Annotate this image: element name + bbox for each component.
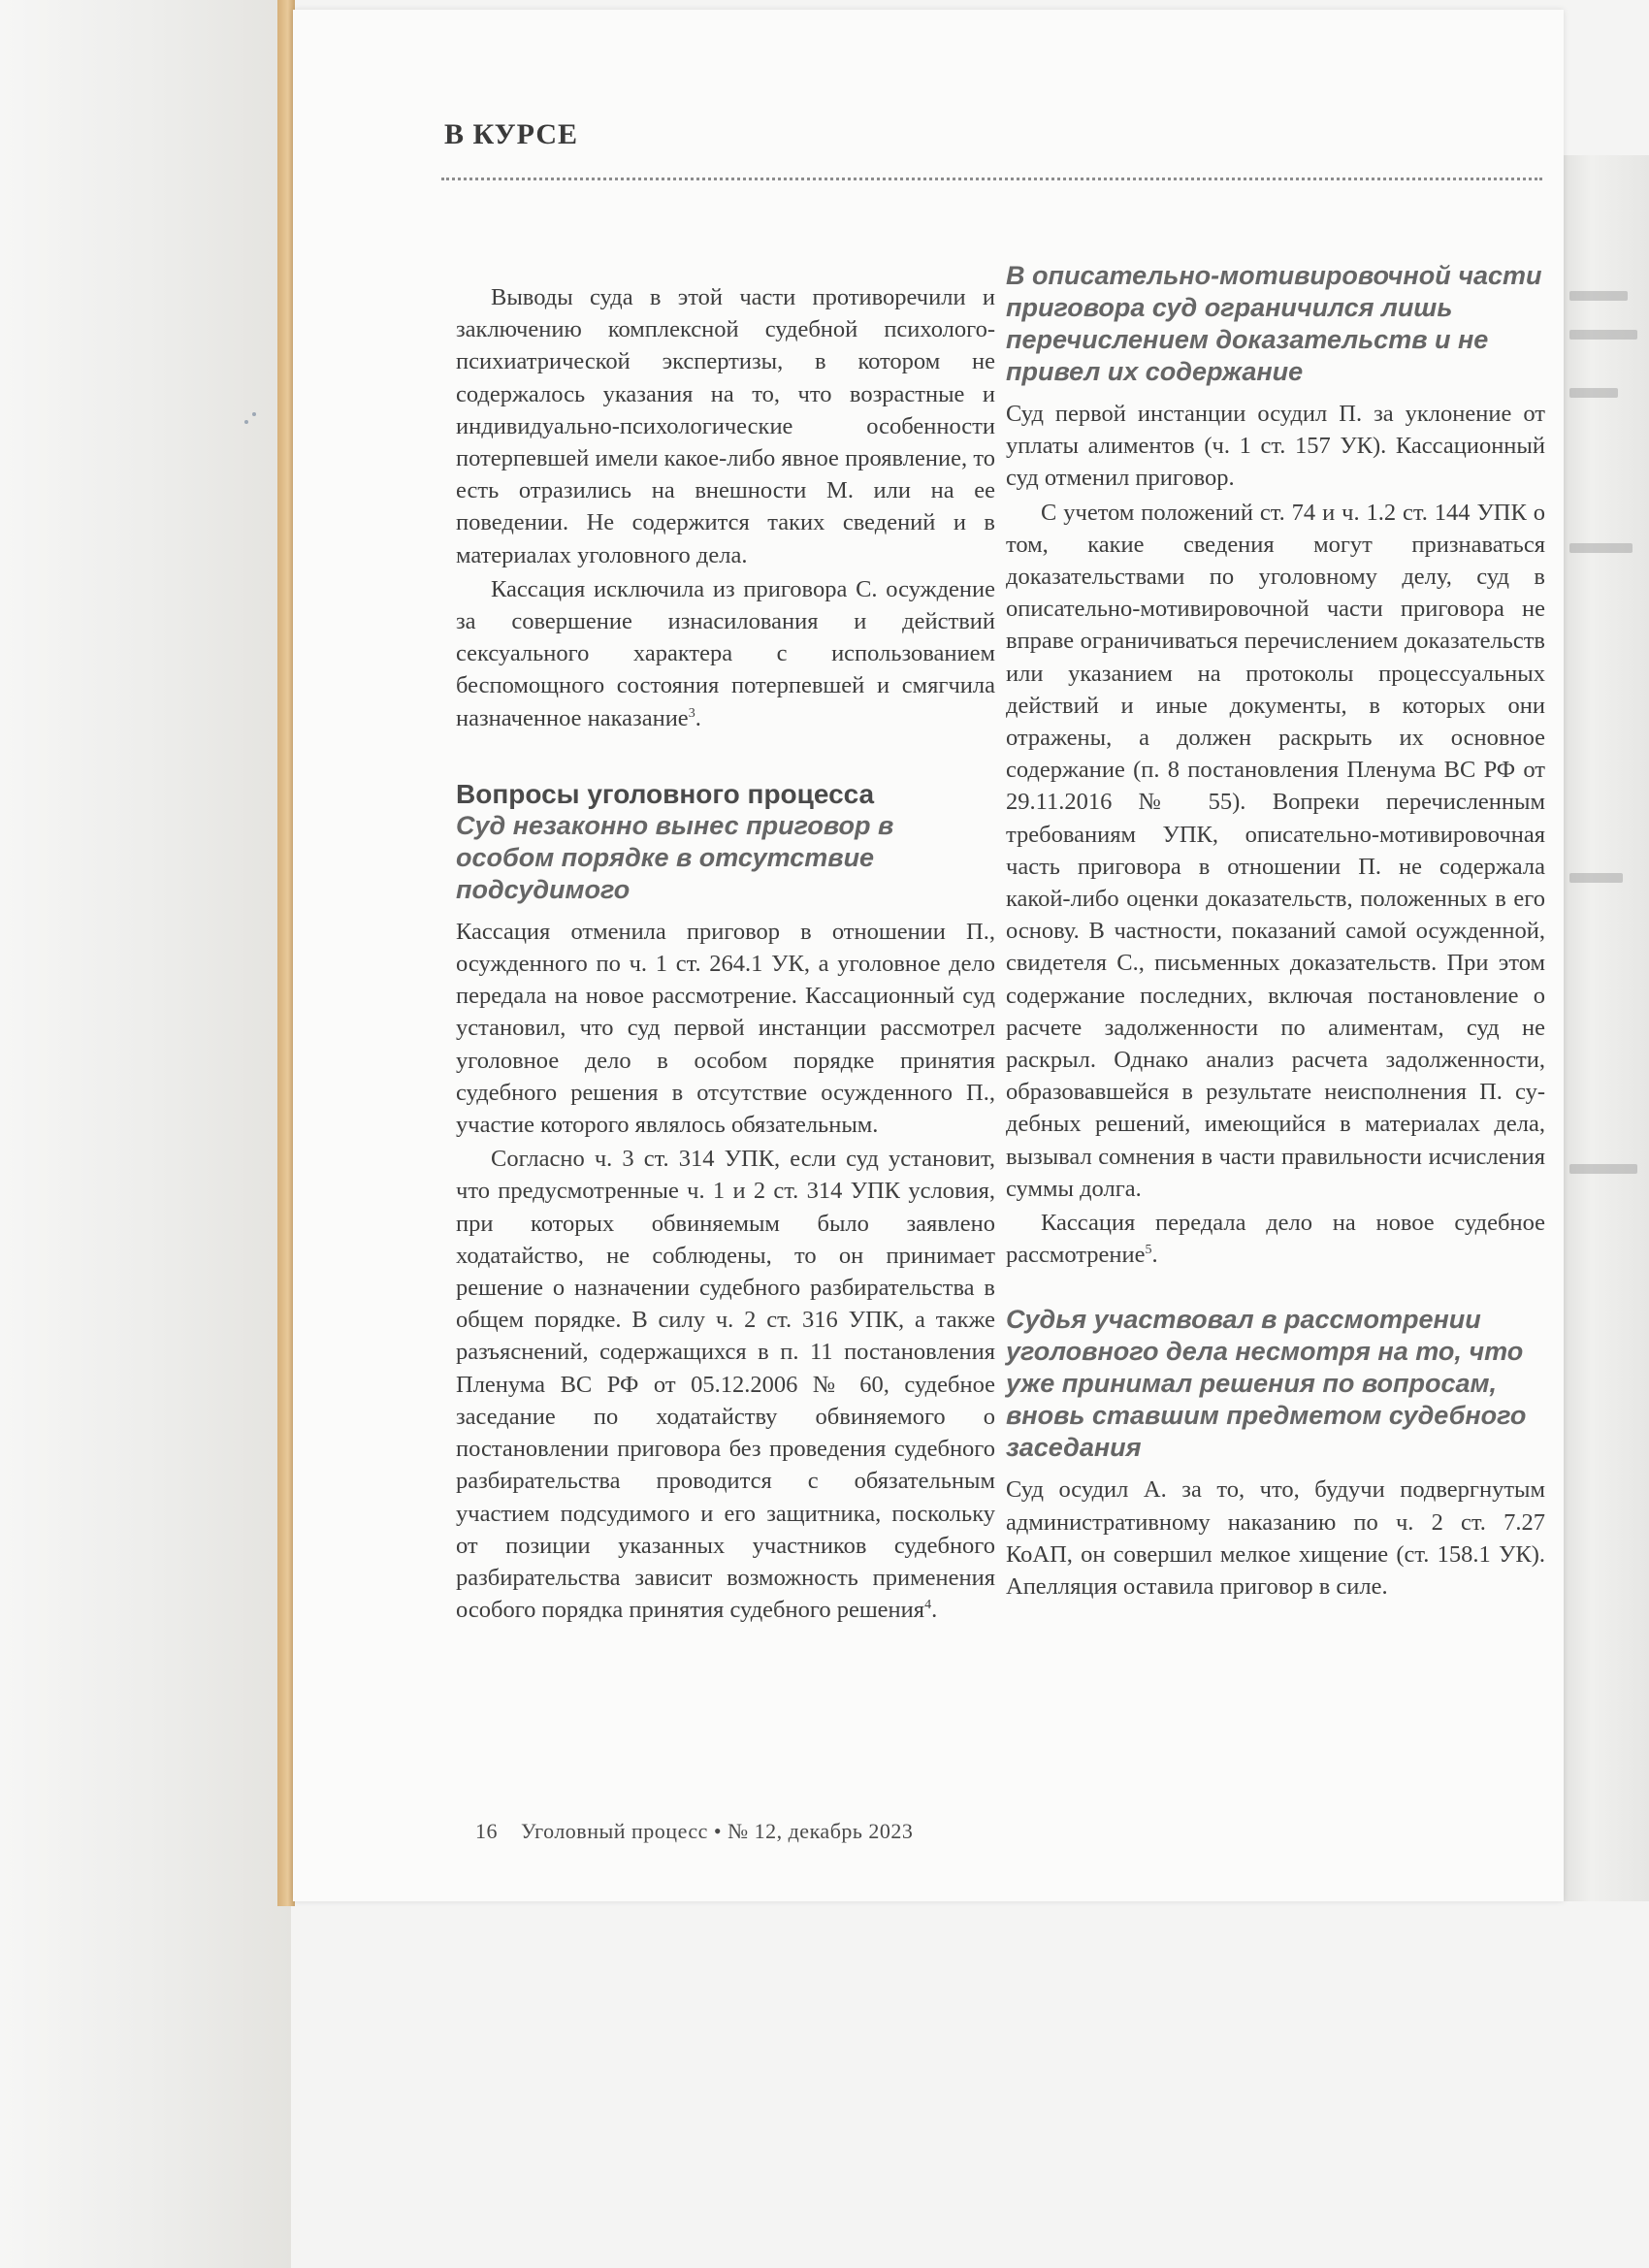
- scan-speck: [244, 420, 248, 424]
- paragraph: Кассация отменила приговор в отношении П., осужденного по ч. 1 ст. 264.1 УК, а уголовное дело передала на новое рассмотрение. Кассационный суд установил, что суд первой инстанции рассмотрел уголовное дело в особом порядке принятия судебного решения в отсутствие осужденного П., участие которого являлось обязательным.: [456, 918, 995, 1139]
- paragraph: Кассация передала дело на новое судебное рассмотрение$^5$.: [1006, 1210, 1545, 1269]
- bleed-through-text: [1569, 388, 1618, 398]
- subsection-heading: В описательно-мотивировочной части приговора суд ограничился лишь перечислением доказательств и не привел их содержание: [1006, 261, 1542, 386]
- paragraph: Согласно ч. 3 ст. 314 УПК, если суд установит, что предусмотренные ч. 1 и 2 ст. 314 УПК условия, при которых обвиняемым было заявлено ходатайство, не соблюдены, то он принимает решение о назначении судебного разбирательства в общем порядке. В силу ч. 2 ст. 316 УПК, а также разъяснений, содержащихся в п. 11 постановления Пленума ВС РФ от 05.12.2006 № 60, судебное заседание по ходатайству обвиняемого о постановлении приговора без проведения судебного разбирательства проводится с обязательным участием подсудимого и его защитника, поскольку от позиции указанных участников судебного разбирательства зависит возможность применения особого порядка принятия судебного решения$^4$.: [456, 1146, 995, 1624]
- paragraph: С учетом положений ст. 74 и ч. 1.2 ст. 144 УПК о том, какие сведения могут признаваться доказательствами по уголовному делу, суд в описательно-мотивировочной части приговора не вправе ограничиваться перечислением доказательств или указанием на протоколы процессуальных действий и иные документы, в которых они отражены, а должен раскрыть их основное содержание (п. 8 постановления Пленума ВС РФ от 29.11.2016 № 55). Вопреки перечисленным требованиям УПК, описательно-мотивировочная часть приговора в отношении П. не содержала какой-либо оценки доказательств, положенных в его основу. В частности, показаний самой осужденной, свидетеля С., письменных доказательств. При этом содержание последних, включая постановление о расчете задолженности по алиментам, суд не раскрыл. Однако анализ расчета задолженности, образовавшейся в результате неисполнения П. судебных решений, имеющийся в материалах дела, вызывал сомнения в части правильности исчисления суммы долга.: [1006, 499, 1545, 1202]
- section-heading: Вопросы уголовного процесса: [456, 778, 875, 809]
- subsection-heading: Суд незаконно вынес приговор в особом порядке в отсутствие подсудимого: [456, 810, 894, 904]
- footnote-ref: 3: [688, 705, 695, 721]
- page-number: 16: [475, 1819, 498, 1843]
- paragraph-text: Согласно ч. 3 ст. 314 УПК, если суд установит, что предусмотренные ч. 1 и 2 ст. 314 УПК условия, при которых обвиняемым было заявлено ходатайство, не соблюдены, то он принимает решение о назначении судебного разбирательства в общем порядке. В силу ч. 2 ст. 316 УПК, а также разъяснений, содержащихся в п. 11 постановления Пленума ВС РФ от 05.12.2006 № 60, судебное заседание по ходатайству обвиняемого о постановлении приговора без проведения судебного разбирательства проводится с обязательным участием подсудимого и его защитника, поскольку от позиции указанных участников судебного разбирательства зависит возможность применения особого порядка принятия судебного решения: [456, 1146, 995, 1624]
- scan-background: [0, 0, 291, 2268]
- footnote-ref: 4: [924, 1597, 932, 1612]
- issue-info: № 12, декабрь 2023: [728, 1819, 914, 1843]
- paragraph-text: Кассация исключила из приговора С. осуждение за совершение изнасилования и действий сексуального характера с использованием беспомощного состояния потерпевшей и смягчила назначенное наказание: [456, 575, 995, 731]
- journal-title: Уголовный процесс: [521, 1819, 708, 1843]
- bleed-through-text: [1569, 291, 1628, 301]
- paragraph: Суд первой инстанции осудил П. за уклонение от уплаты алиментов (ч. 1 ст. 157 УК). Кассационный суд отменил приговор.: [1006, 401, 1545, 492]
- paragraph-text: Кассация передала дело на новое судебное рассмотрение: [1006, 1210, 1545, 1269]
- bleed-through-text: [1569, 330, 1637, 340]
- bleed-through-text: [1569, 873, 1623, 883]
- right-column: [1006, 260, 1545, 1604]
- footnote-ref: 5: [1145, 1243, 1152, 1258]
- page-footer: [475, 1819, 913, 1844]
- next-page-edge: [1552, 155, 1649, 1901]
- bleed-through-text: [1569, 543, 1633, 553]
- paragraph: Выводы суда в этой части противоречили и заключению комплексной судебной психолого-психиатрической экспертизы, в котором не содержалось указания на то, что возрастные и индивидуально-психологические особенности потерпевшей имели какое-либо явное проявление, то есть отразились на внешности М. или на ее поведении. Не содержится таких сведений и в материалах уголовного дела.: [456, 284, 995, 568]
- paragraph: Суд осудил А. за то, что, будучи подвергнутым административному наказанию по ч. 2 ст. 7.27 КоАП, он совершил мелкое хищение (ст. 158.1 УК). Апелляция оставила приговор в силе.: [1006, 1476, 1545, 1601]
- separator-dot: •: [713, 1819, 723, 1843]
- bleed-through-text: [1569, 1164, 1637, 1174]
- header-divider: [441, 178, 1542, 180]
- section-title: В КУРСЕ: [444, 118, 579, 150]
- scan-speck: [252, 412, 256, 416]
- subsection-heading: Судья участвовал в рассмотрении уголовного дела несмотря на то, что уже принимал решения по вопросам, вновь ставшим предметом судебного заседания: [1006, 1305, 1527, 1463]
- left-column: [456, 281, 995, 1628]
- paragraph: Кассация исключила из приговора С. осуждение за совершение изнасилования и действий сексуального характера с использованием беспомощного состояния потерпевшей и смягчила назначенное наказание$^3$.: [456, 575, 995, 731]
